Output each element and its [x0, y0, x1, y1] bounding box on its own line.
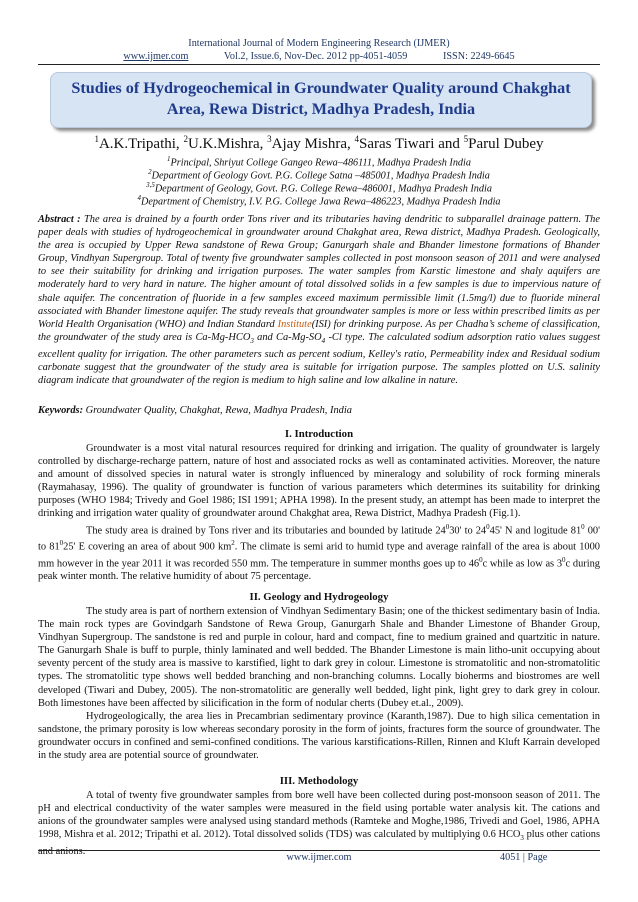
- author-name: Parul Dubey: [468, 136, 544, 152]
- keywords: [38, 404, 600, 417]
- introduction-body: [38, 442, 600, 583]
- affiliation-text: Department of Chemistry, I.V. P.G. College Jawa Rewa–486223, Madhya Pradesh India: [140, 196, 501, 208]
- paragraph: Hydrogeologically, the area lies in Precambrian sedimentary province (Karanth,1987). Due to high silica cementation in sandstone, the primary porosity is low whereas secondary porosity in the form of joints, fractures form the source of groundwater. The groundwater occurs in confined and semi-confined conditions. The various karstifications-Rillen, Rinnen and Kluft Karrain developed in the study area are potential source of groundwater.: [38, 710, 600, 762]
- text-run: 30' to 24: [449, 525, 487, 537]
- keywords-text: Groundwater Quality, Chakghat, Rewa, Madhya Pradesh, India: [83, 405, 352, 416]
- superscript: 2: [231, 539, 235, 548]
- abstract-label: Abstract :: [38, 214, 84, 225]
- journal-title: International Journal of Modern Engineering Research (IJMER): [188, 38, 450, 49]
- author-name: A.K.Tripathi,: [98, 136, 184, 152]
- paper-title: [51, 73, 591, 120]
- text-run: plus other cations and anions.: [38, 829, 600, 858]
- section-heading-methodology: III. Methodology: [279, 775, 359, 787]
- abstract-text: and Ca-Mg-SO: [253, 331, 322, 343]
- paragraph: Groundwater is a most vital natural resources required for drinking and irrigation. The quality of groundwater is largely controlled by discharge-recharge pattern, nature of host and associated rocks as well as contaminated activities. Moreover, the nature and amount of dissolved species in natural water is strongly influenced by mineralogy and solubility of rock forming minerals (Raymahasay, 1996). The quality of groundwater is function of various parameters which determines its suitability for drinking purposes (WHO 1984; Trivedy and Goel 1986; ISI 1991; APHA 1998). In the present study, an attempt has been made to interpret the drinking and irrigation water quality of groundwater around Chakghat area, Rewa District, Madhya Pradesh (Fig.1).: [38, 443, 600, 520]
- affiliation: [0, 168, 638, 181]
- text-run: . The climate is semi arid to humid type and average rainfall of the area is about 1000 mm however in the year 2011 it was recorded 550 mm. The temperature in summer months goes up to 46: [38, 541, 600, 570]
- affiliation: [0, 194, 638, 207]
- author-list: [0, 134, 638, 153]
- author-num: 4: [354, 134, 360, 144]
- text-run: 25' E covering an area of about 900 km: [63, 541, 232, 553]
- subscript: 3: [520, 834, 524, 843]
- geology-body: [38, 605, 600, 762]
- affiliation-text: Department of Geology, Govt. P.G. College Rewa–486001, Madhya Pradesh India: [154, 183, 492, 195]
- superscript: 0: [445, 522, 450, 531]
- subscript: 4: [321, 336, 326, 345]
- text-run: The study area is drained by Tons river and its tributaries and bounded by latitude 24: [86, 525, 446, 537]
- affiliation-num: 3,5: [146, 181, 155, 189]
- text-run: c during peak winter month. The relative humidity of about 75 percentage.: [38, 558, 600, 583]
- superscript: 0: [479, 555, 483, 564]
- paragraph: [38, 521, 600, 584]
- section-heading-introduction: I. Introduction: [284, 428, 354, 440]
- keywords-label: Keywords:: [38, 405, 84, 416]
- author-name: Ajay Mishra,: [271, 136, 355, 152]
- affiliation-num: 2: [148, 168, 152, 176]
- affiliation-num: 1: [167, 155, 171, 163]
- title-line-1: Studies of Hydrogeochemical in Groundwater Quality around Chakghat: [71, 79, 571, 97]
- journal-issn: ISSN: 2249-6645: [442, 51, 515, 62]
- abstract: [38, 213, 600, 387]
- author-num: 2: [183, 134, 188, 144]
- page-separator: |: [522, 852, 525, 863]
- superscript: 0: [562, 555, 566, 564]
- text-run: 00' to 81: [38, 525, 600, 553]
- affiliation: [0, 181, 638, 194]
- paragraph: The study area is part of northern extension of Vindhyan Sedimentary Basin; one of the thickest sedimentary basin of India. The main rock types are Govindgarh Sandstone of Rewa Group, Ganurgarh Shale and Bhander Limestone of Bhander Group, Vindhyan Supergroup. The sandstone is red and purple in colour, hard and compact, fine to medium grained and quartzitic in nature. The Ganurgarh Shale is buff to purple, thinly laminated and well bedded. The Bhander Limestone is main litho-unit occupying about seventy percent of the study area is massive to karstified, light to dark grey in colour. Limestone is stromatolitic and non-stromatolitic types. The stromatolitic type shows well bedded branching and non-branching columns. Locally bioherms and biostromes are well developed (Tiwari and Dubey, 2005). The non-stromatolitic are generally well bedded, light pink, light grey to dark grey in colour. Both limestones have been affected by silicification in the form of nodular cherts (Dubey et.al., 2009).: [38, 606, 600, 709]
- author-num: 5: [463, 134, 469, 144]
- header-rule: [38, 64, 600, 65]
- title-box: [50, 72, 592, 128]
- author-num: 3: [267, 134, 272, 144]
- subscript: 3: [250, 336, 254, 345]
- author-num: 1: [94, 134, 99, 144]
- page-number: [500, 852, 547, 863]
- methodology-body: [38, 789, 600, 859]
- footer-rule: [38, 850, 600, 851]
- abstract-text: -Cl type. The calculated sodium adsorption ratio values suggest excellent quality for irrigation. The other parameters such as percent sodium, Kelley's ratio, Permeability index and Residual sodium carbonate suggest that the groundwater of the study area is suitable for irrigation purpose. The samples plotted on U.S. salinity diagram indicate that groundwater of the region is medium to high saline and low alkaline in nature.: [38, 331, 600, 387]
- affiliation-text: Principal, Shriyut College Gangeo Rewa–486111, Madhya Pradesh India: [170, 157, 471, 169]
- header-website-link[interactable]: www.ijmer.com: [123, 51, 189, 62]
- affiliation-num: 4: [137, 194, 141, 202]
- superscript: 0: [581, 522, 585, 531]
- page-label: Page: [527, 852, 548, 863]
- title-line-2: Area, Rewa District, Madhya Pradesh, India: [166, 100, 476, 118]
- text-run: 45' N and logitude 81: [489, 525, 582, 537]
- author-name: U.K.Mishra,: [187, 136, 268, 152]
- footer-website-link[interactable]: www.ijmer.com: [286, 852, 352, 863]
- text-run: A total of twenty five groundwater samples from bore well have been collected during post-monsoon season of 2011. The pH and electrical conductivity of the water samples were measured in the field using portable water analysis kit. The cations and anions of the groundwater samples were analysed using standard methods (Ramteke and Moghe,1986, Trivedi and Goel, 1986, APHA 1998, Mishra et al. 2012; Tripathi et al. 2012). Total dissolved solids (TDS) was calculated by multiplying 0.6 HCO: [38, 790, 600, 841]
- journal-meta: [0, 51, 638, 62]
- abstract-text: The area is drained by a fourth order Tons river and its tributaries having dendritic to subparallel drainage pattern. The paper deals with studies of hydrogeochemical in groundwater around Chakghat area, Rewa district, Madhya Pradesh. Geologically, the area is occupied by Upper Rewa sandstone of Rewa Group; Ganurgarh shale and Bhander limestone formations of Bhander Group, Vindhyan Supergroup. Total of twenty five groundwater samples collected in post monsoon season of 2011 and were analysed to see their suitability for drinking and irrigation purposes. The water samples from Karstic limestone and shaly aquifers are moderately hard to very hard in nature. The higher amount of total dissolved solids in a few samples is due to impervious nature of shale aquifer. The concentration of fluoride in a few samples exceed maximum permissible limit (1.5mg/l) due to fluoride mineral associated with Bhander limestone aquifer. The study reveals that groundwater samples is more or less within prescribed limits as per World Health Organisation (WHO) and Indian Standard: [38, 214, 600, 330]
- text-run: c while as low as 3: [482, 558, 563, 570]
- affiliation-text: Department of Geology Govt. P.G. College Satna –485001, Madhya Pradesh India: [151, 170, 490, 182]
- paragraph: [38, 789, 600, 859]
- superscript: 0: [486, 522, 490, 531]
- affiliation: [0, 155, 638, 168]
- abstract-text: (ISI) for drinking purpose. As per Chadha’s scheme of classification, the groundwater of the study area is Ca-Mg-HCO: [38, 318, 600, 343]
- section-heading-geology: II. Geology and Hydrogeology: [249, 591, 389, 603]
- author-name: Saras Tiwari and: [359, 136, 464, 152]
- page-number-value: 4051: [500, 852, 521, 863]
- journal-volume: Vol.2, Issue.6, Nov-Dec. 2012 pp-4051-4059: [223, 51, 408, 62]
- superscript: 0: [59, 539, 64, 548]
- abstract-highlight: Institute: [277, 318, 312, 330]
